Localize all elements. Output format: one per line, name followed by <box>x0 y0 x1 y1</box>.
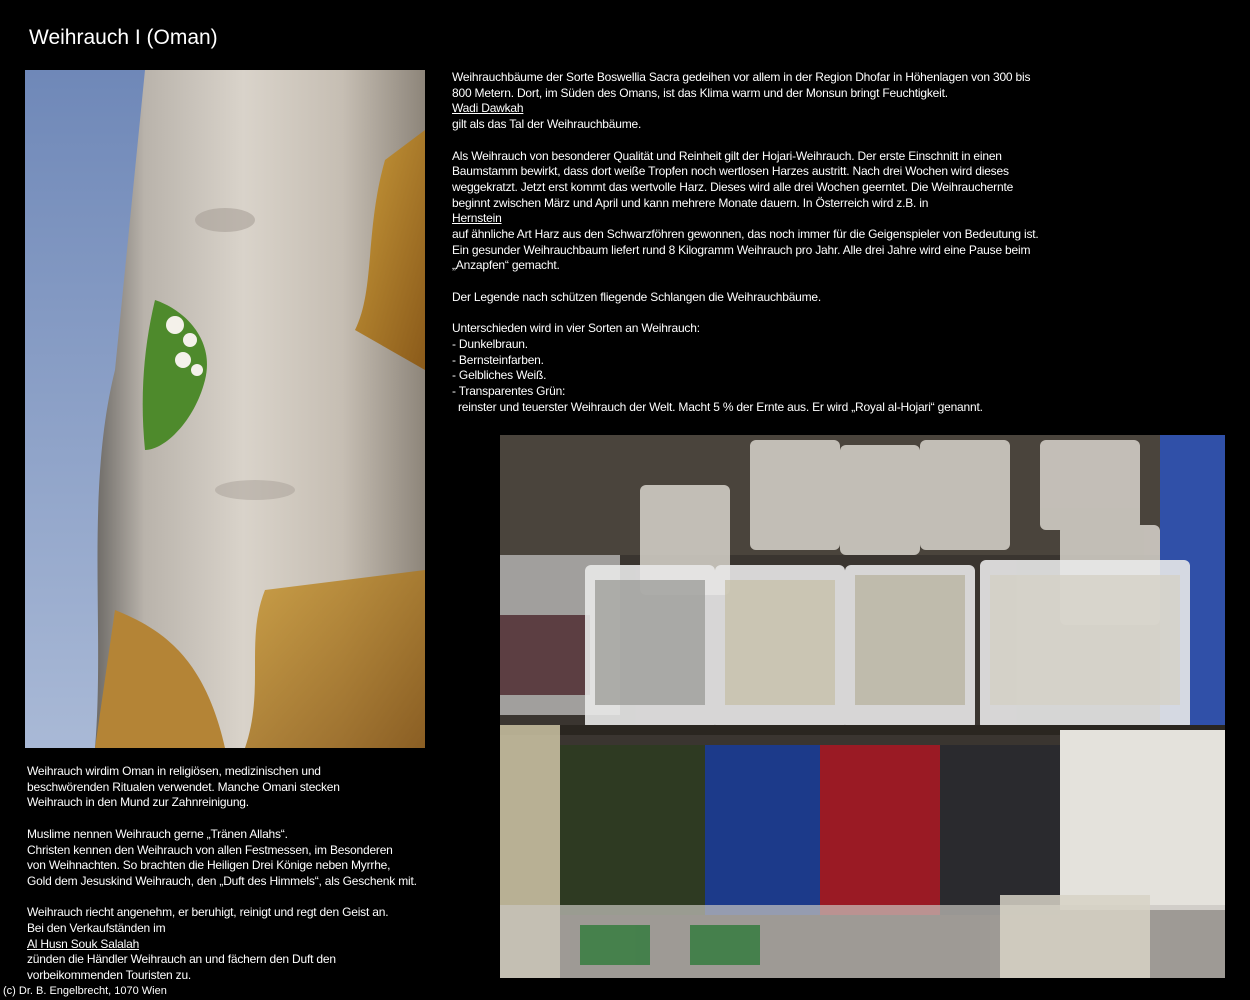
right-text-block <box>452 70 1092 415</box>
text-line: Der Legende nach schützen fliegende Schlangen die Weihrauchbäume. <box>452 289 822 304</box>
sort-item: - Dunkelbraun. <box>452 336 528 351</box>
text-line: Muslime nennen Weihrauch gerne „Tränen Allahs“. <box>27 826 288 841</box>
text-line: 800 Metern. Dort, im Süden des Omans, ist das Klima warm und der Monsun bringt Feuchtigkeit. <box>452 85 948 100</box>
text-line: beginnt zwischen März und April und kann mehrere Monate dauern. In Österreich wird z.B. in <box>452 195 929 210</box>
text-line: zünden die Händler Weihrauch an und fächern den Duft den <box>27 952 336 967</box>
frankincense-tree-photo <box>25 70 425 748</box>
text-line: Ein gesunder Weihrauchbaum liefert rund 8 Kilogramm Weihrauch pro Jahr. Alle drei Jahre wird eine Pause beim <box>452 242 1031 257</box>
text-line: weggekratzt. Jetzt erst kommt das wertvolle Harz. Dieses wird alle drei Wochen geerntet. Die Weihrauchernte <box>452 179 1014 194</box>
text-line: vorbeikommenden Touristen zu. <box>27 968 192 983</box>
hernstein-link[interactable]: Hernstein <box>452 211 502 226</box>
text-line: Weihrauch wirdim Oman in religiösen, medizinischen und <box>27 764 321 778</box>
sort-item: - Bernsteinfarben. <box>452 352 544 367</box>
text-line: Unterschieden wird in vier Sorten an Weihrauch: <box>452 321 700 336</box>
page-title: Weihrauch I (Oman) <box>29 26 218 49</box>
sort-item: - Transparentes Grün: <box>452 384 566 399</box>
text-line: Gold dem Jesuskind Weihrauch, den „Duft des Himmels“, als Geschenk mit. <box>27 873 417 888</box>
sort-note: reinster und teuerster Weihrauch der Welt. Macht 5 % der Ernte aus. Er wird „Royal al-Hojari“ genannt. <box>458 399 983 414</box>
incense-market-photo <box>500 435 1225 978</box>
text-line: Baumstamm bewirkt, dass dort weiße Tropfen noch wertlosen Harzes austritt. Nach drei Wochen wird dieses <box>452 164 1009 179</box>
text-line: gilt als das Tal der Weihrauchbäume. <box>452 117 642 132</box>
text-line: Weihrauch in den Mund zur Zahnreinigung. <box>27 795 249 810</box>
text-line: Bei den Verkaufständen im <box>27 921 166 935</box>
text-line: von Weihnachten. So brachten die Heiligen Drei Könige neben Myrrhe, <box>27 858 391 873</box>
al-husn-souk-link[interactable]: Al Husn Souk Salalah <box>27 936 140 951</box>
text-line: Als Weihrauch von besonderer Qualität und Reinheit gilt der Hojari-Weihrauch. Der erste Einschnitt in einen <box>452 148 1002 163</box>
sort-item: - Gelbliches Weiß. <box>452 368 547 383</box>
text-line: Christen kennen den Weihrauch von allen Festmessen, im Besonderen <box>27 842 393 857</box>
text-line: beschwörenden Ritualen verwendet. Manche Omani stecken <box>27 779 340 794</box>
copyright-notice: (c) Dr. B. Engelbrecht, 1070 Wien <box>3 985 167 997</box>
wadi-dawkah-link[interactable]: Wadi Dawkah <box>452 101 524 116</box>
text-line: Weihrauch riecht angenehm, er beruhigt, reinigt und regt den Geist an. <box>27 905 389 920</box>
text-line: Weihrauchbäume der Sorte Boswellia Sacra gedeihen vor allem in der Region Dhofar in Höhenlagen von 300 bis <box>452 70 1031 84</box>
text-line: auf ähnliche Art Harz aus den Schwarzföhren gewonnen, das noch immer für die Geigenspieler von Bedeutung ist. <box>452 227 1039 242</box>
text-line: „Anzapfen“ gemacht. <box>452 258 560 273</box>
left-text-block <box>27 764 447 984</box>
